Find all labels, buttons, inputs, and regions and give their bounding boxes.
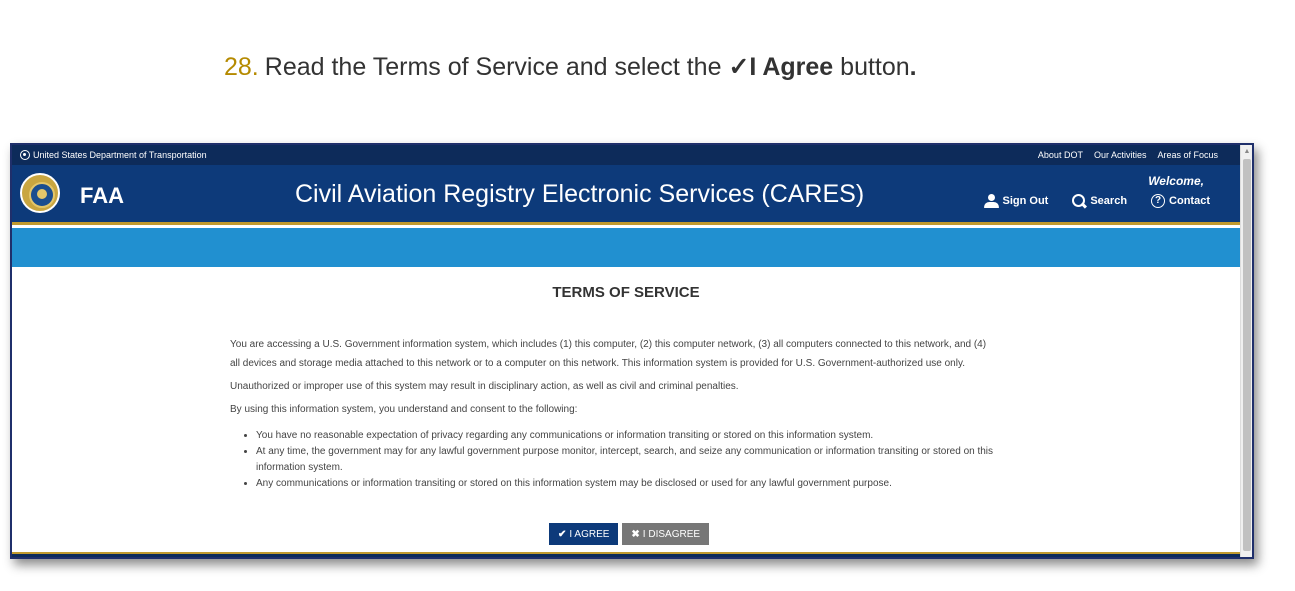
tos-buttons <box>549 523 709 545</box>
app-title: Civil Aviation Registry Electronic Services (CARES) <box>295 180 865 208</box>
link-about-dot[interactable]: About DOT <box>1037 150 1083 160</box>
search-label: Search <box>1090 195 1128 207</box>
vertical-scrollbar[interactable] <box>1240 145 1252 557</box>
step-button-ref: ✓I Agree <box>728 53 834 81</box>
check-icon: ✔ <box>558 528 567 540</box>
tos-paragraph-3: By using this information system, you understand and consent to the following: <box>230 404 578 415</box>
agency-name[interactable]: FAA <box>80 183 124 208</box>
list-item: • Any communications or information transiting or stored on this information system may be disclosed or used for any lawful government purpose. <box>256 476 1030 492</box>
step-period: . <box>909 53 917 81</box>
link-our-activities[interactable]: Our Activities <box>1093 150 1147 160</box>
dot-org-name: United States Department of Transportation <box>33 150 207 160</box>
tos-body <box>230 335 1030 492</box>
list-item: • At any time, the government may for any lawful government purpose monitor, intercept, search, and seize any communication or information transiting or stored on this information system. <box>256 444 1030 476</box>
agree-label: I AGREE <box>569 528 610 540</box>
site-header <box>12 165 1240 225</box>
link-areas-of-focus[interactable]: Areas of Focus <box>1157 150 1218 160</box>
utility-bar <box>12 145 1240 165</box>
instruction-step <box>224 52 917 82</box>
disagree-button[interactable] <box>622 523 709 545</box>
tos-paragraph-1b: all devices and storage media attached to this network or to a computer on this network. This information system is provided for U.S. Government-authorized use only. <box>230 358 965 369</box>
x-icon: ✖ <box>631 528 640 540</box>
scroll-thumb[interactable] <box>1243 159 1251 551</box>
page-content <box>12 145 1240 557</box>
step-text-end: button <box>833 53 910 81</box>
step-number: 28. <box>224 53 259 81</box>
search-icon <box>1072 194 1086 208</box>
search-button[interactable] <box>1072 194 1127 208</box>
scroll-up-icon[interactable]: ▲ <box>1243 148 1251 155</box>
agree-button[interactable] <box>549 523 618 545</box>
tos-title: TERMS OF SERVICE <box>552 284 700 301</box>
contact-button[interactable] <box>1151 194 1210 208</box>
list-item: • You have no reasonable expectation of privacy regarding any communications or information transiting or stored on this information system. <box>256 428 1030 444</box>
user-icon <box>984 194 999 208</box>
utility-links <box>1038 150 1218 160</box>
sign-out-button[interactable] <box>984 194 1049 208</box>
header-actions <box>984 194 1210 208</box>
step-text: Read the Terms of Service and select the <box>264 53 729 81</box>
footer-rule <box>12 552 1240 557</box>
tos-paragraph-1: You are accessing a U.S. Government information system, which includes (1) this computer, (2) this computer network, (3) all computers connected to this network, and (4) <box>230 339 987 350</box>
welcome-text: Welcome, <box>1148 174 1204 188</box>
tos-paragraph-2: Unauthorized or improper use of this system may result in disciplinary action, as well as civil and criminal penalties. <box>230 381 739 392</box>
faa-seal-icon[interactable] <box>20 173 60 213</box>
sign-out-label: Sign Out <box>1002 195 1049 207</box>
disagree-label: I DISAGREE <box>642 528 701 540</box>
nav-band <box>12 228 1240 267</box>
dot-seal-icon <box>20 150 30 160</box>
contact-label: Contact <box>1169 195 1210 207</box>
help-icon: ? <box>1151 194 1165 208</box>
tos-consent-list <box>256 428 1030 492</box>
dot-link[interactable] <box>20 150 207 160</box>
screenshot-frame <box>10 143 1254 559</box>
